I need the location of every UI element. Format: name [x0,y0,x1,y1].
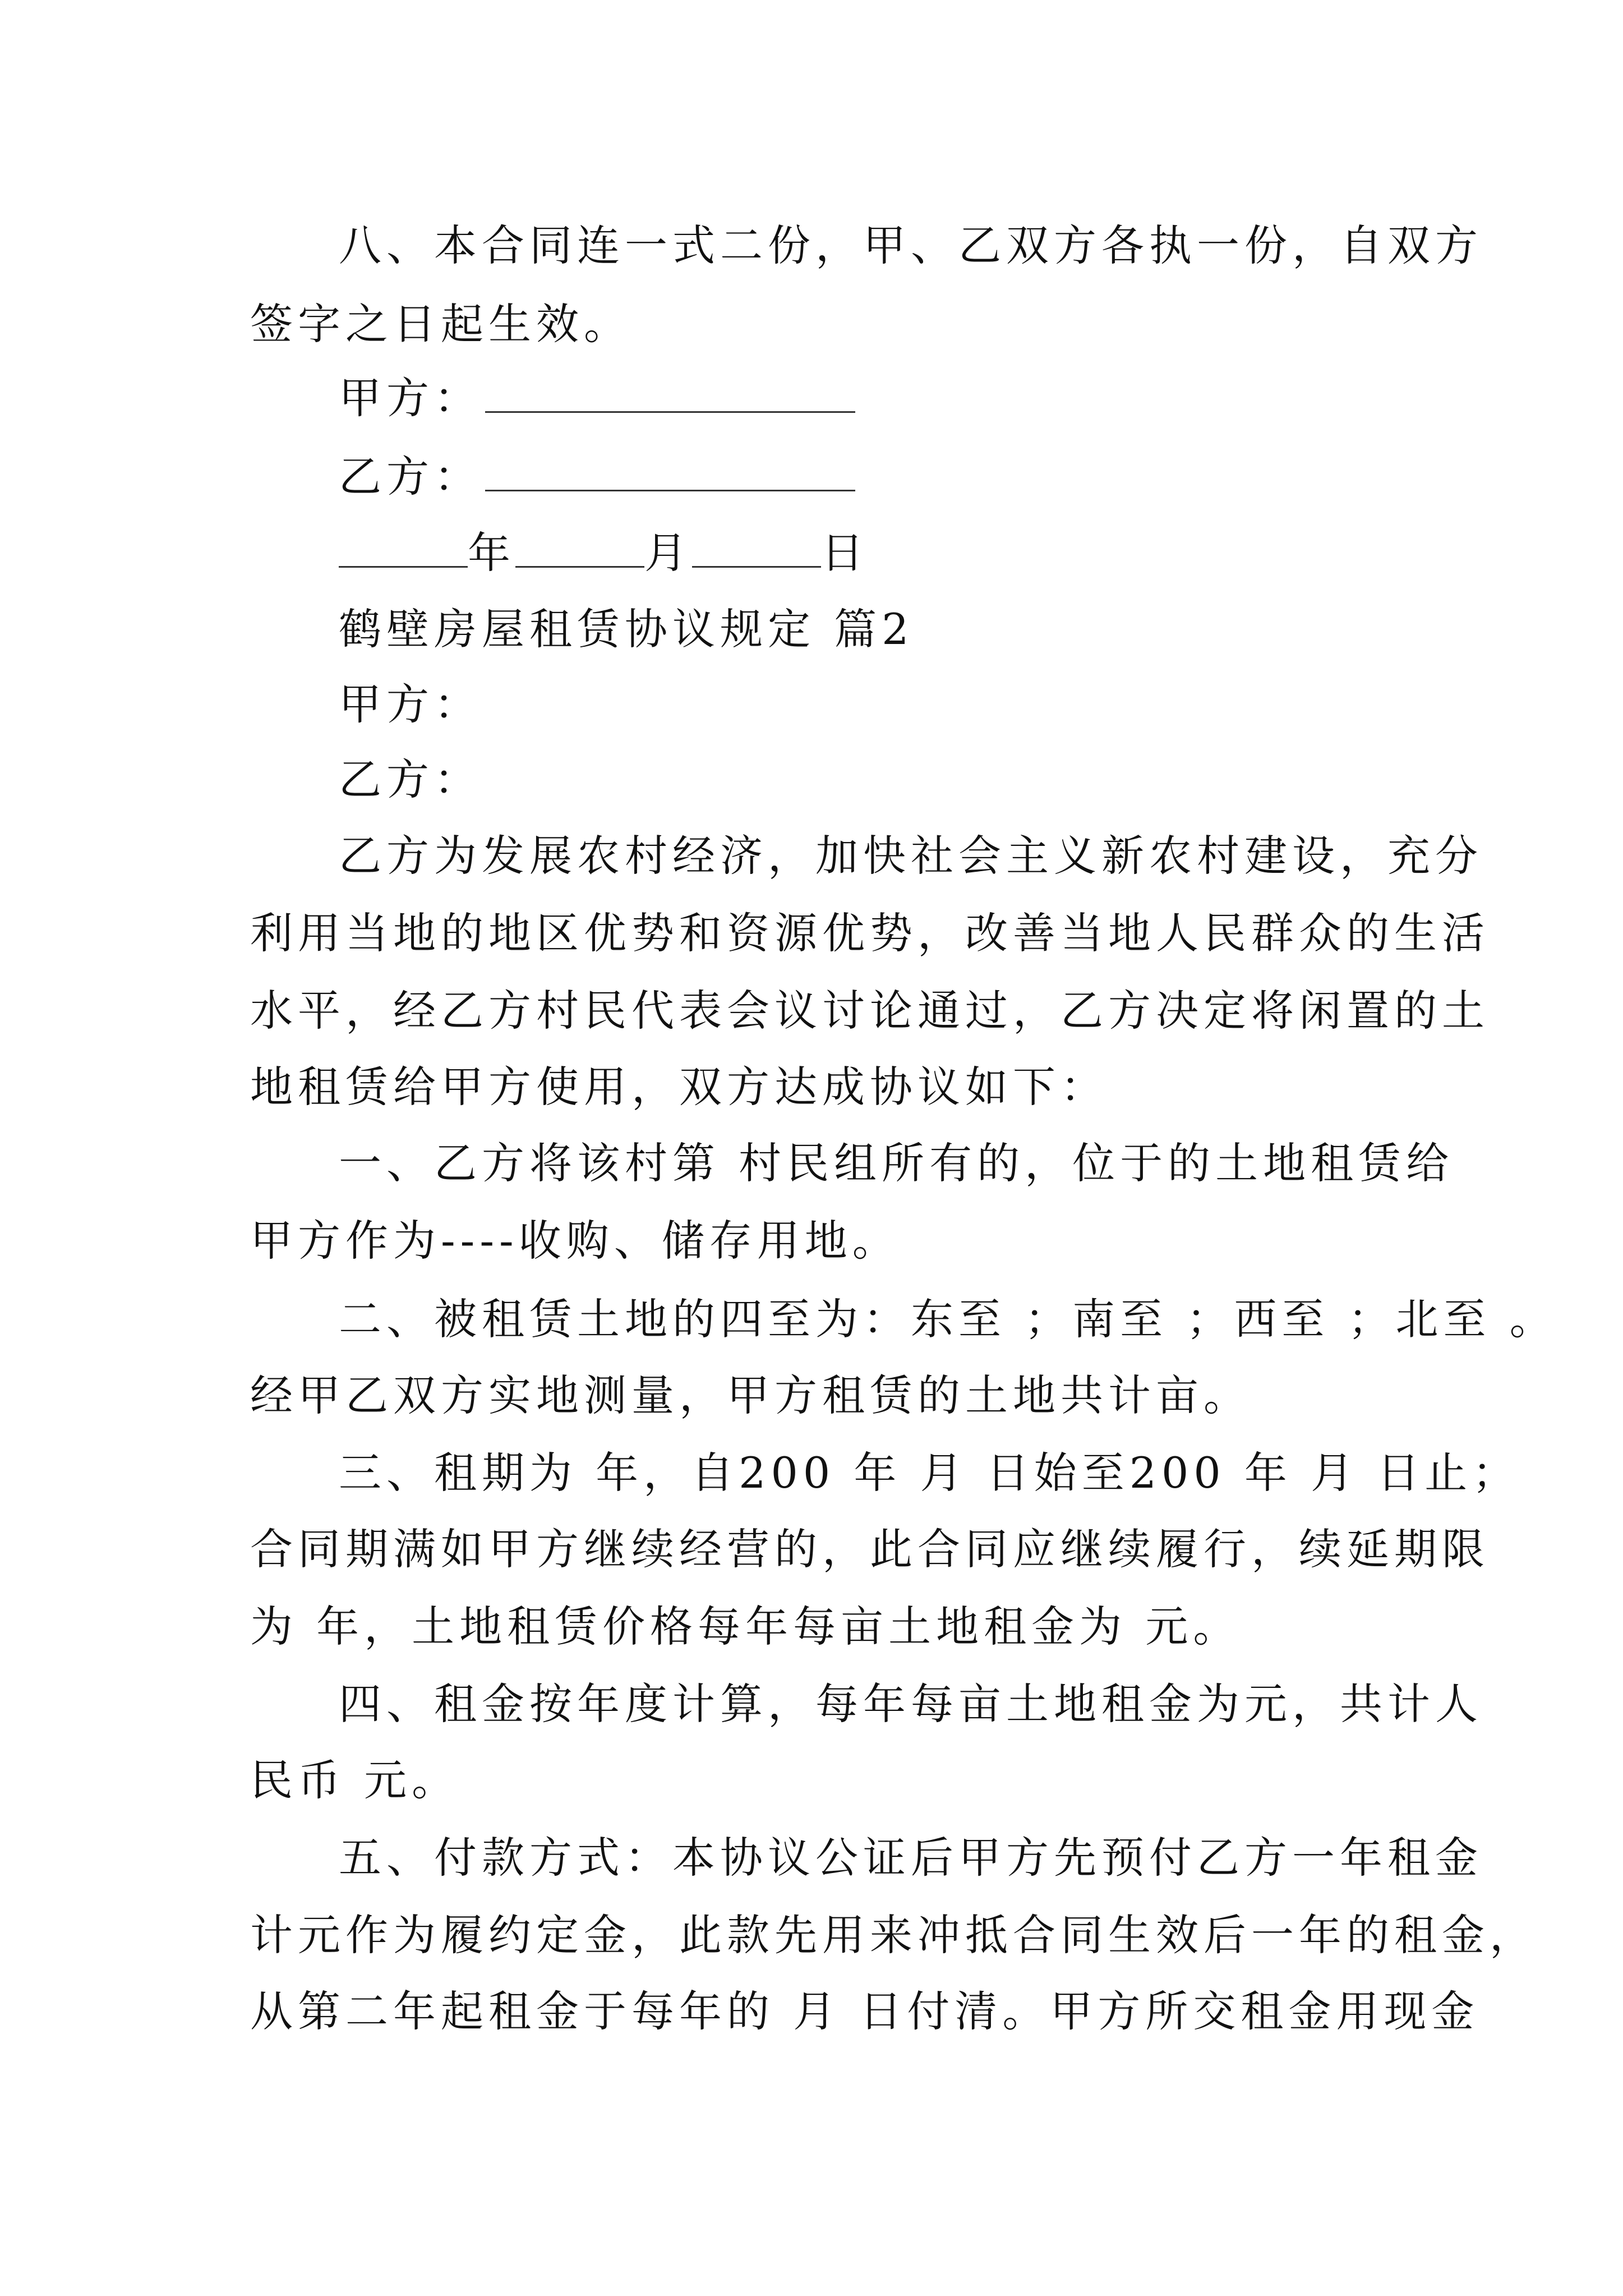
year-blank [339,532,468,568]
preamble-line-4: 地租赁给甲方使用，双方达成协议如下： [250,1062,1108,1112]
clause-5-line-3: 从第二年起租金于每年的 月 日付清。甲方所交租金用现金 [250,1986,1479,2036]
clause-4-line-2: 民币 元。 [250,1755,460,1805]
clause-3-line-2: 合同期满如甲方继续经营的，此合同应继续履行，续延期限 [250,1524,1490,1574]
clause-1-line-1: 一、乙方将该村第 村民组所有的，位于的土地租赁给 [339,1138,1454,1188]
month-blank [515,532,644,568]
clause-2-line-1: 二、被租赁土地的四至为：东至 ；南至 ；西至 ；北至 。 [339,1294,1557,1344]
preamble-line-3: 水平，经乙方村民代表会议讨论通过，乙方决定将闲置的土 [250,986,1490,1036]
month-label: 月 [644,528,692,578]
section-title: 鹤壁房屋租赁协议规定 篇2 [339,604,914,654]
party-b-signature-line [485,456,855,491]
preamble-line-2: 利用当地的地区优势和资源优势，改善当地人民群众的生活 [250,908,1490,958]
clause-3-line-3: 为 年，土地租赁价格每年每亩土地租金为 元。 [250,1602,1241,1651]
party-b-label: 乙方： [339,452,482,501]
date-row [339,525,869,581]
clause-8-line-1: 八、本合同连一式二份，甲、乙双方各执一份，自双方 [339,220,1483,270]
clause-4-line-1: 四、租金按年度计算，每年每亩土地租金为元，共计人 [339,1679,1483,1729]
clause-2-line-2: 经甲乙双方实地测量，甲方租赁的土地共计亩。 [250,1370,1251,1420]
clause-3-line-1: 三、租期为 年，自200 年 月 日始至200 年 月 日止； [339,1448,1520,1498]
clause-5-line-2: 计元作为履约定金，此款先用来冲抵合同生效后一年的租金， [250,1910,1537,1960]
clause-8-line-2: 签字之日起生效。 [250,299,631,349]
party-b-signature-row [339,449,855,505]
party-a-heading: 甲方： [339,679,482,729]
clause-5-line-1: 五、付款方式：本协议公证后甲方先预付乙方一年租金 [339,1833,1483,1883]
day-label: 日 [821,528,869,578]
clause-1-line-2: 甲方作为----收购、储存用地。 [250,1216,900,1266]
party-a-label: 甲方： [339,373,482,423]
year-label: 年 [468,528,515,578]
preamble-line-1: 乙方为发展农村经济，加快社会主义新农村建设，充分 [339,831,1483,881]
party-b-heading: 乙方： [339,754,482,804]
party-a-signature-line [485,378,855,413]
day-blank [692,532,821,568]
party-a-signature-row [339,370,855,426]
